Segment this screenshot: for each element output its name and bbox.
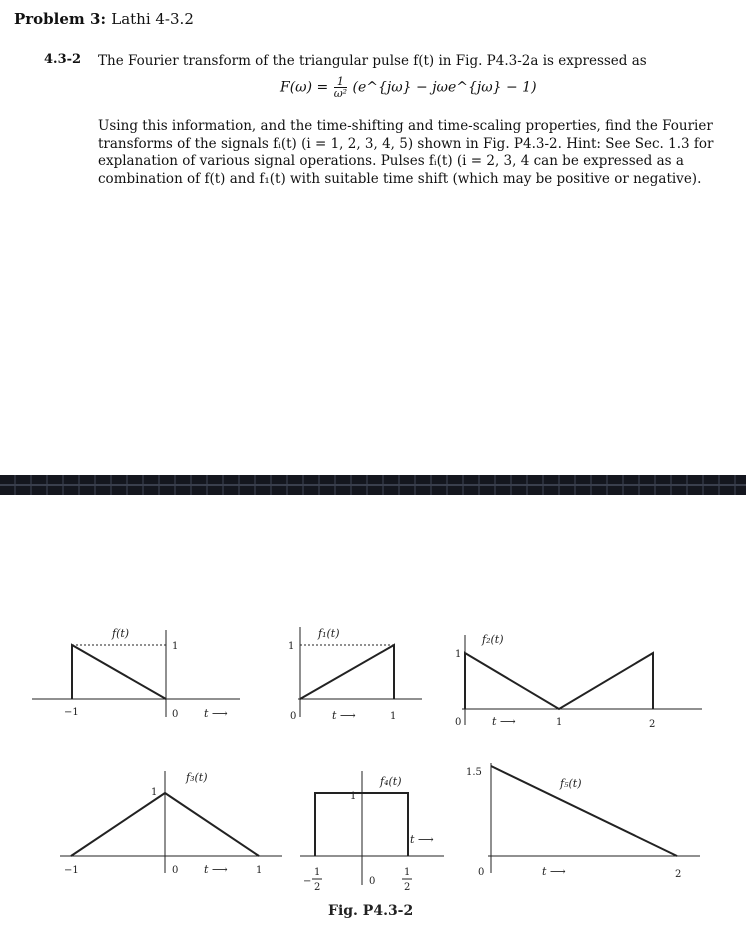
f4-tick-left-num: 1 — [314, 867, 321, 878]
page-header — [14, 10, 194, 28]
f2-tick-mid: 1 — [556, 717, 563, 728]
f4-t-arrow: t ⟶ — [410, 833, 434, 846]
f4-label: f₄(t) — [380, 775, 402, 788]
header-title: Problem 3: — [14, 10, 106, 28]
formula-rhs: (e^{jω} − jωe^{jω} − 1) — [352, 79, 537, 96]
f1-tick-zero: 0 — [290, 711, 297, 722]
header-subtitle: Lathi 4-3.2 — [111, 10, 194, 28]
f-amp: 1 — [172, 641, 179, 652]
fourier-formula — [280, 76, 537, 99]
figure-p4-3-2 — [0, 495, 746, 928]
f5-tick-right: 2 — [675, 869, 682, 880]
plot-f5 — [466, 763, 700, 880]
f2-amp: 1 — [455, 649, 462, 660]
f-label: f(t) — [112, 627, 130, 640]
plot-f2 — [455, 633, 702, 730]
f2-signal — [465, 653, 653, 709]
f-signal — [72, 645, 166, 699]
plot-f1 — [288, 627, 422, 722]
f5-signal — [491, 766, 677, 856]
f1-t-arrow: t ⟶ — [332, 709, 356, 722]
f5-label: f₅(t) — [560, 777, 582, 790]
f2-tick-zero: 0 — [455, 717, 462, 728]
f4-amp: 1 — [350, 791, 357, 802]
f2-t-arrow: t ⟶ — [492, 715, 516, 728]
plot-f — [32, 627, 240, 720]
plot-f4 — [300, 771, 444, 893]
f2-tick-right: 2 — [649, 719, 656, 730]
plot-f3 — [60, 771, 282, 876]
f3-label: f₃(t) — [186, 771, 208, 784]
formula-numerator: 1 — [334, 76, 347, 88]
f3-tick-right: 1 — [256, 865, 263, 876]
f5-amp: 1.5 — [466, 767, 482, 778]
f3-t-arrow: t ⟶ — [204, 863, 228, 876]
f4-tick-left-den: 2 — [314, 882, 321, 893]
f-t-arrow: t ⟶ — [204, 707, 228, 720]
f1-label: f₁(t) — [318, 627, 340, 640]
problem-statement-line1: The Fourier transform of the triangular pulse f(t) in Fig. P4.3-2a is expressed as — [98, 53, 647, 69]
page-divider — [0, 475, 746, 495]
f3-tick-zero: 0 — [172, 865, 179, 876]
formula-denominator: ω² — [333, 87, 348, 100]
f5-tick-zero: 0 — [478, 867, 485, 878]
formula-lhs: F(ω) = — [280, 79, 329, 96]
problem-body: Using this information, and the time-shifting and time-scaling properties, find the Fourier transforms of the signals fᵢ(t) (i = 1, 2, 3, 4, 5) shown in Fig. P4.3-2. Hint: See Sec. 1.3 for explanation of various signal operations. Pulses fᵢ(t) (i = 2, 3, 4 can be expressed as a combination of f(t) and f₁(t) with suitable time shift (which may be positive or negative). — [98, 118, 714, 187]
formula-fraction — [334, 76, 347, 99]
f4-tick-zero: 0 — [369, 876, 376, 887]
f1-signal — [300, 645, 394, 699]
f4-tick-left-minus: − — [303, 876, 312, 887]
f5-t-arrow: t ⟶ — [542, 865, 566, 878]
figure-caption: Fig. P4.3-2 — [328, 903, 414, 919]
f4-tick-right-num: 1 — [404, 867, 411, 878]
f3-amp: 1 — [151, 787, 158, 798]
f-tick-zero: 0 — [172, 709, 179, 720]
f3-tick-left: −1 — [64, 865, 79, 876]
f1-amp: 1 — [288, 641, 295, 652]
f4-tick-right-den: 2 — [404, 882, 411, 893]
f-tick-left: −1 — [64, 707, 79, 718]
problem-number: 4.3-2 — [44, 52, 82, 67]
f1-tick-right: 1 — [390, 711, 397, 722]
f2-label: f₂(t) — [482, 633, 504, 646]
